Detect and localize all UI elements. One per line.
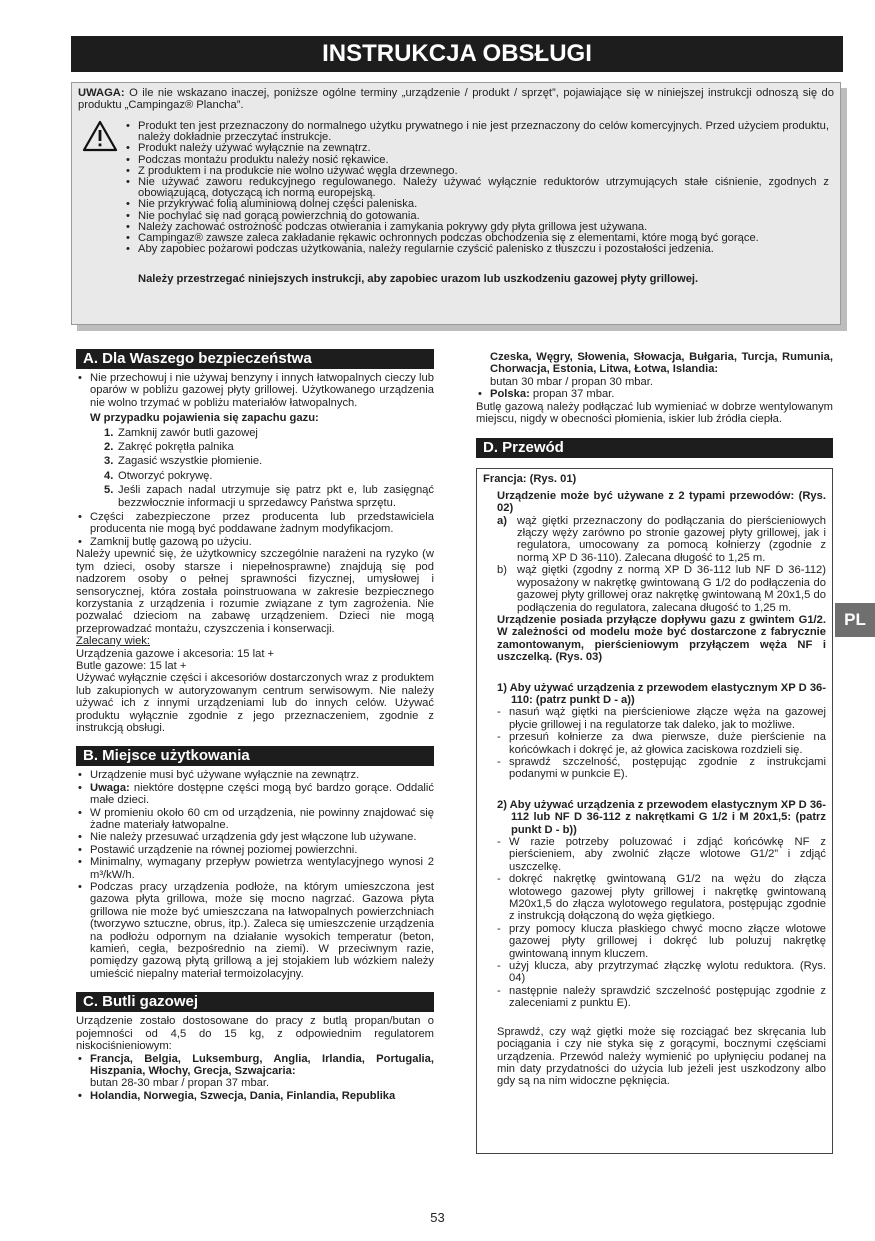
list-item: • Polska: propan 37 mbar. bbox=[476, 388, 833, 400]
list-item: • Z produktem i na produkcie nie wolno używać węgla drzewnego. bbox=[124, 166, 829, 177]
list-item: • Należy zachować ostrożność podczas otwierania i zamykania pokrywy gdy płyta grillowa jest używana. bbox=[124, 222, 829, 233]
section-b-heading: B. Miejsce użytkowania bbox=[76, 746, 434, 766]
list-item: • Urządzenie musi być używane wyłącznie na zewnątrz. bbox=[76, 769, 434, 781]
list-item: 3. Zagasić wszystkie płomienie. bbox=[104, 455, 263, 468]
list-item: • Nie pochylać się nad gorącą powierzchnią do gotowania. bbox=[124, 211, 829, 222]
age-label: Zalecany wiek: bbox=[76, 635, 150, 648]
paragraph: Używać wyłącznie części i akcesoriów dostarczonych wraz z produktem lub zakupionych w autoryzowanym centrum serwisowym. Nie należy używać ich z innymi urządzeniami lub do innych celów. Używać produktu wyłącznie zgodnie z jego przeznaczeniem, zgodnie z instrukcją obsługi. bbox=[76, 672, 434, 734]
list-item: • Nie należy przesuwać urządzenia gdy jest włączone lub używane. bbox=[76, 831, 434, 843]
country-list-continued: Czeska, Węgry, Słowenia, Słowacja, Bułgaria, Turcja, Rumunia, Chorwacja, Estonia, Litwa, Łotwa, Islandia: bbox=[490, 351, 833, 376]
warning-box bbox=[71, 82, 841, 325]
paragraph: Urządzenie może być używane z 2 typami przewodów: (Rys. 02) bbox=[497, 489, 826, 515]
list-item: • Podczas montażu produktu należy nosić rękawice. bbox=[124, 155, 829, 166]
section-b-list bbox=[76, 769, 434, 980]
list-item: • Campingaz® zawsze zaleca zakładanie rękawic ochronnych podczas obchodzenia się z elementami, które mogą być gorące. bbox=[124, 233, 829, 244]
section-a-heading: A. Dla Waszego bezpieczeństwa bbox=[76, 349, 434, 369]
steps-2 bbox=[497, 836, 826, 1010]
list-item: • Nie używać zaworu redukcyjnego regulowanego. Należy używać wyłącznie reduktorów utrzymujących stałe ciśnienie, zgodnych z obowiązującą, dotyczącą ich normą europejską. bbox=[124, 177, 829, 199]
list-item: • Zamknij butlę gazową po użyciu. bbox=[76, 536, 434, 548]
list-item: 2. Zakręć pokrętła palnika bbox=[104, 441, 234, 454]
list-item: • Holandia, Norwegia, Szwecja, Dania, Finlandia, Republika bbox=[76, 1090, 434, 1102]
list-item: - dokręć nakrętkę gwintowaną G1/2 na wężu do złącza wlotowego gazowej płyty grillowej i nakrętkę gwintowaną M20x1,5 do złącza wylotowego regulatora, postępując zgodnie z instrukcją dołączoną do węża giętkiego. bbox=[497, 873, 826, 923]
list-item: 5. Jeśli zapach nadal utrzymuje się patrz pkt e, lub zasięgnąć bezzwłocznie informacji u sprzedawcy Państwa sprzętu. bbox=[104, 484, 434, 509]
list-item: • Produkt ten jest przeznaczony do normalnego użytku prywatnego i nie jest przeznaczony do celów komercyjnych. Przed użyciem produktu, należy dokładnie przeczytać instrukcje. bbox=[124, 121, 829, 143]
paragraph: Butlę gazową należy podłączać lub wymieniać w dobrze wentylowanym miejscu, nigdy w obecności płomienia, iskier lub źródła ciepła. bbox=[476, 400, 833, 426]
section-c-list-2 bbox=[476, 388, 833, 400]
language-tab: PL bbox=[835, 603, 875, 637]
list-item: - nasuń wąż giętki na pierścieniowe złącze węża na gazowej płycie grillowej i na regulatorze tak daleko, jak to możliwe. bbox=[497, 706, 826, 731]
section-a-list bbox=[76, 372, 434, 548]
left-column bbox=[76, 349, 434, 1102]
list-item: • Minimalny, wymagany przepływ powietrza wentylacyjnego wynosi 2 m³/kW/h. bbox=[76, 856, 434, 881]
france-heading: Francja: (Rys. 01) bbox=[483, 473, 577, 486]
age-line: Butle gazowe: 15 lat + bbox=[76, 659, 187, 672]
pressure-value: butan 30 mbar / propan 30 mbar. bbox=[490, 375, 653, 388]
right-column bbox=[476, 351, 833, 1154]
list-item: - W razie potrzeby poluzować i zdjąć końcówkę NF z pierścieniem, aby zwolnić złącze wlotowe G1/2” i zdjąć uszczelkę. bbox=[497, 836, 826, 873]
option-a: a) wąż giętki przeznaczony do podłączania do pierścieniowych złączy węży zarówno po stronie gazowej płyty grillowej, jak i regulatora, umocowany za pomocą kołnierzy (zgodnie z normą XP D 36-110). Zalecana długość to 1,25 m. bbox=[497, 514, 826, 564]
section-c-list bbox=[76, 1053, 434, 1103]
list-item: • Podczas pracy urządzenia podłoże, na którym umieszczona jest gazowa płyta grillowa, może się mocno nagrzać. Gazowa płyta grillowa nie może być umieszczana na łatwopalnych powierzchniach (tworzywo sztuczne, obrus, itp.). Zaleca się umieszczenie urządzenia na podłożu odpornym na działanie wysokich temperatur (beton, kamień, cegła, bezpośrednio na ziemi). W przeciwnym razie, pomiędzy gazową płytą grillową a jej stojakiem lub wózkiem należy umieścić niepalny materiał termoizolacyjny. bbox=[76, 881, 434, 980]
list-item: • Aby zapobiec pożarowi podczas użytkowania, należy regularnie czyścić palenisko z tłuszczu i pozostałości jedzenia. bbox=[124, 244, 829, 255]
subheading-2: 2) Aby używać urządzenia z przewodem elastycznym XP D 36-112 lub NF D 36-112 z nakrętkami G 1/2 i M 20x1,5: (patrz punkt D - b)) bbox=[497, 798, 826, 836]
warning-intro: UWAGA: O ile nie wskazano inaczej, poniższe ogólne terminy „urządzenie / produkt / sprzęt”, pojawiające się w niniejszej instrukcji odnoszą się do produktu „Campingaz® Plancha”. bbox=[78, 87, 834, 112]
list-item: • Produkt należy używać wyłącznie na zewnątrz. bbox=[124, 143, 829, 154]
section-c-heading: C. Butli gazowej bbox=[76, 992, 434, 1012]
list-item: - następnie należy sprawdzić szczelność postępując zgodnie z zaleceniami z punktu E). bbox=[497, 985, 826, 1010]
gas-smell-steps bbox=[104, 427, 434, 509]
list-item: • Uwaga: niektóre dostępne części mogą być bardzo gorące. Oddalić małe dzieci. bbox=[76, 782, 434, 807]
warning-triangle-icon bbox=[82, 120, 118, 152]
list-item: • W promieniu około 60 cm od urządzenia, nie powinny znajdować się żadne materiały łatwopalne. bbox=[76, 807, 434, 832]
list-item: - sprawdź szczelność, postępując zgodnie z instrukcjami podanymi w punkcie E). bbox=[497, 756, 826, 781]
list-item: • Części zabezpieczone przez producenta lub przedstawiciela producenta nie mogą być poddawane żadnym modyfikacjom. bbox=[76, 511, 434, 536]
page-title: INSTRUKCJA OBSŁUGI bbox=[71, 36, 843, 72]
list-item: - przesuń kołnierze za dwa pierwsze, duże pierścienie na końcówkach i dokręć je, aż głowica zaciskowa rozdzieli się. bbox=[497, 731, 826, 756]
section-d-body bbox=[483, 490, 826, 1088]
list-item: 1. Zamknij zawór butli gazowej bbox=[104, 426, 258, 439]
list-item: • Nie przykrywać folią aluminiową dolnej części paleniska. bbox=[124, 199, 829, 210]
paragraph: Należy upewnić się, że użytkownicy szczególnie narażeni na ryzyko (w tym dzieci, osoby starsze i niepełnosprawne) znajdują się pod nadzorem osoby o pełnej sprawności fizycznej, umysłowej i sensorycznej, która została poinstruowana w zakresie bezpiecznego korzystania z urządzenia i rozumie związane z tym zagrożenia. Nie pozwalać dzieciom na zabawę urządzeniem. Dzieci nie mogą przeprowadzać montażu, czyszczenia i konserwacji. bbox=[76, 548, 434, 635]
list-item: • Nie przechowuj i nie używaj benzyny i innych łatwopalnych cieczy lub oparów w pobliżu gazowej płyty grillowej. Użytkowanego urządzenia nie wolno trzymać w pobliżu materiałów łatwopalnych. W przypadku pojawienia się zapachu gazu: 1. Zamknij zawór butli gazowej 2. Zakręć pokrętła palnika 3. Zagasić wszystkie płomienie. 4. Otworzyć pokrywę. 5. Jeśli zapach nadal utrzymuje się patrz pkt e, lub zasięgnąć bezzwłocznie informacji u sprzedawcy Państwa sprzętu. bbox=[76, 372, 434, 509]
section-d-heading: D. Przewód bbox=[476, 438, 833, 458]
list-item: 4. Otworzyć pokrywę. bbox=[104, 469, 213, 482]
age-line: Urządzenia gazowe i akcesoria: 15 lat + bbox=[76, 647, 275, 660]
warning-closing: Należy przestrzegać niniejszych instrukcji, aby zapobiec urazom lub uszkodzeniu gazowej płyty grillowej. bbox=[138, 273, 699, 285]
list-item: • Francja, Belgia, Luksemburg, Anglia, Irlandia, Portugalia, Hiszpania, Włochy, Grecja, Szwajcaria: butan 28-30 mbar / propan 37 mbar. bbox=[76, 1053, 434, 1090]
list-item: - użyj klucza, aby przytrzymać złączkę wylotu reduktora. (Rys. 04) bbox=[497, 960, 826, 985]
paragraph: Sprawdź, czy wąż giętki może się rozciągać bez skręcania lub pociągania i czy nie styka się z gorącymi, bocznymi częściami urządzenia. Przewód należy wymienić po upłynięciu podanej na min daty przydatności do użycia lub jeżeli jest uszkodzony albo gdy są na nim widoczne pęknięcia. bbox=[497, 1025, 826, 1088]
page-number: 53 bbox=[430, 1210, 445, 1225]
paragraph: Urządzenie posiada przyłącze dopływu gazu z gwintem G1/2. W zależności od modelu może być dostarczone z fabrycznie zamontowanym, pierścieniowym przyłączem węża NF i uszczelką. (Rys. 03) bbox=[497, 613, 826, 664]
option-b: b) wąż giętki (zgodny z normą XP D 36-112 lub NF D 36-112) wyposażony w nakrętkę gwintowaną G 1/2 do podłączenia do gazowej płyty grillowej oraz nakrętkę gwintowaną M 20x1,5 do podłączenia do regulatora, zalecana długość to 1,25 m. bbox=[497, 564, 826, 614]
section-d-box bbox=[476, 468, 833, 1154]
list-item: - przy pomocy klucza płaskiego chwyć mocno złącze wlotowe gazowej płyty grillowej i dokręć lub poluzuj nakrętkę gwintowaną innym kluczem. bbox=[497, 923, 826, 960]
gas-smell-heading: W przypadku pojawienia się zapachu gazu: bbox=[90, 412, 319, 425]
list-item: • Postawić urządzenie na równej poziomej powierzchni. bbox=[76, 844, 434, 856]
paragraph: Urządzenie zostało dostosowane do pracy z butlą propan/butan o pojemności od 4,5 do 15 kg, z odpowiednim regulatorem niskociśnieniowym: bbox=[76, 1015, 434, 1053]
subheading-1: 1) Aby używać urządzenia z przewodem elastycznym XP D 36-110: (patrz punkt D - a)) bbox=[497, 681, 826, 706]
steps-1 bbox=[497, 706, 826, 780]
warning-list bbox=[124, 121, 829, 255]
